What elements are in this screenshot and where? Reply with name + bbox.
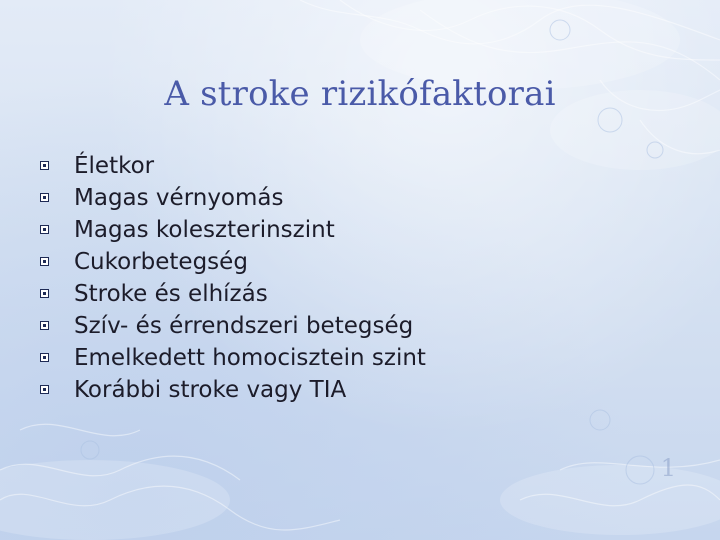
risk-factor-list	[40, 150, 660, 406]
square-bullet-icon	[40, 161, 49, 170]
slide-title: A stroke rizikófaktorai	[164, 74, 556, 114]
list-item-label: Életkor	[74, 153, 155, 179]
list-item	[40, 182, 660, 214]
list-item	[40, 150, 660, 182]
square-bullet-icon	[40, 385, 49, 394]
list-item	[40, 214, 660, 246]
list-item	[40, 342, 660, 374]
square-bullet-icon	[40, 353, 49, 362]
square-bullet-icon	[40, 321, 49, 330]
square-bullet-icon	[40, 289, 49, 298]
list-item-label: Magas vérnyomás	[74, 185, 284, 211]
list-item	[40, 246, 660, 278]
list-item-label: Stroke és elhízás	[74, 281, 268, 307]
page-number: 1	[660, 454, 676, 482]
list-item-label: Cukorbetegség	[74, 249, 248, 275]
list-item-label: Szív- és érrendszeri betegség	[74, 313, 414, 339]
list-item	[40, 310, 660, 342]
list-item	[40, 278, 660, 310]
square-bullet-icon	[40, 225, 49, 234]
square-bullet-icon	[40, 193, 49, 202]
list-item-label: Emelkedett homocisztein szint	[74, 345, 426, 371]
square-bullet-icon	[40, 257, 49, 266]
list-item	[40, 374, 660, 406]
list-item-label: Korábbi stroke vagy TIA	[74, 377, 347, 403]
list-item-label: Magas koleszterinszint	[74, 217, 335, 243]
